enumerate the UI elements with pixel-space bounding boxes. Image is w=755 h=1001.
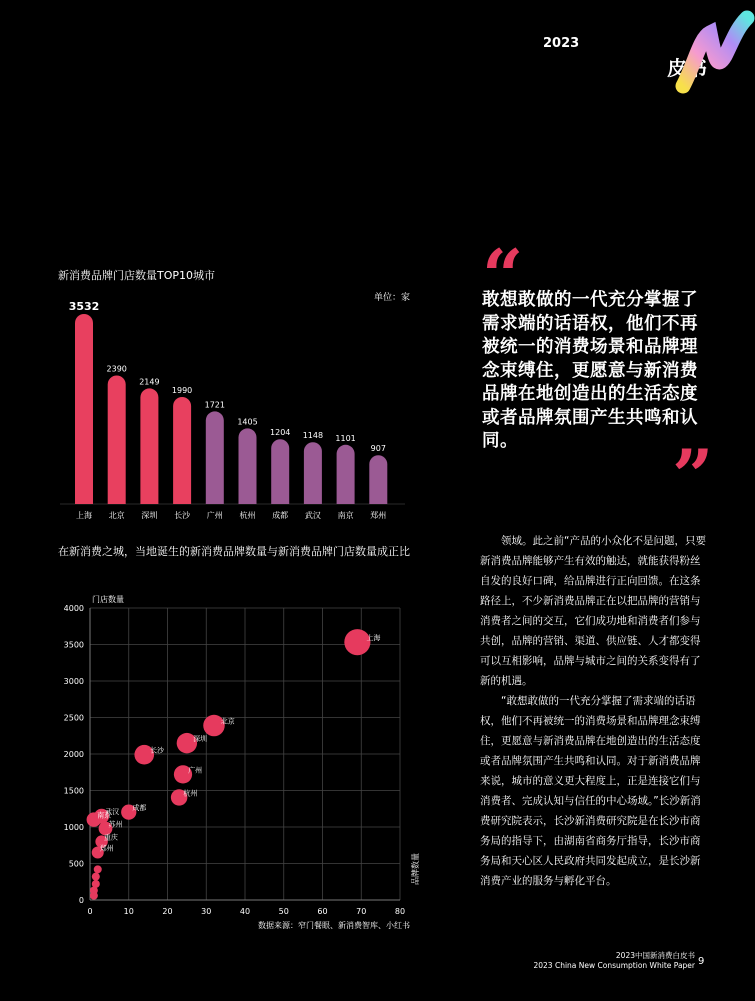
footer-title: 2023中国新消费白皮书 [615,951,695,960]
pull-quote: 敢想敢做的一代充分掌握了需求端的话语权，他们不再被统一的消费场景和品牌理念束缚住，更愿意与新消费品牌在地创造出的生活态度或者品牌氛围产生共鸣和认同。 [482,290,698,451]
body-paragraph-1: 领域。此之前“产品的小众化不是问题，只要新消费品牌能够产生有效的触达，就能获得粉丝自发的良好口碑，给品牌进行正向回馈。在这条路径上，不少新消费品牌正在以把品牌的营销与消费者之间的交互，它们成功地和消费者们参与共创，品牌的营销、渠道、供应链、人才都变得可以互相影响，品牌与城市之间的关系变得有了新的机遇。 [480,535,706,687]
scatter-point-label: 杭州 [183,789,198,798]
bar [173,397,191,504]
x-tick-label: 10 [123,907,134,915]
bar-category-label: 深圳 [141,511,158,520]
bar-category-label: 杭州 [239,511,256,520]
bar [75,314,93,504]
y-tick-label: 1000 [63,823,84,832]
scatter-point-label: 重庆 [103,833,118,842]
scatter-xlabel: 品牌数量 [411,853,420,885]
chart-source: 数据来源：窄门餐眼、新消费智库、小红书 [258,921,410,930]
bar [271,439,289,504]
footer [505,951,695,971]
scatter-point-label: 郑州 [99,844,114,853]
y-tick-label: 3000 [63,677,84,686]
x-tick-label: 0 [87,907,93,915]
scatter-point-label: 上海 [366,634,381,643]
y-tick-label: 0 [78,896,84,905]
bar-category-label: 郑州 [370,511,387,520]
bar-category-label: 成都 [272,511,289,520]
bar [206,411,224,504]
scatter-chart-title: 在新消费之城，当地诞生的新消费品牌数量与新消费品牌门店数量成正比 [58,545,410,558]
page-number: 9 [698,956,705,967]
bar-chart [60,296,420,526]
y-tick-label: 3500 [63,640,84,650]
bar-value-label: 1204 [270,428,291,438]
report-title-fragment: 皮书 [667,56,707,80]
bar [108,375,126,504]
scatter-point [90,892,98,900]
scatter-ylabel: 门店数量 [92,595,124,604]
bar-category-label: 长沙 [174,511,191,520]
bar-value-label: 2149 [139,377,160,387]
bar [140,388,158,504]
bar-value-label: 1148 [302,431,324,441]
scatter-chart [50,590,425,915]
x-tick-label: 70 [356,907,367,915]
scatter-point [94,865,102,873]
bar-chart-title: 新消费品牌门店数量TOP10城市 [58,269,216,282]
body-text [480,531,710,891]
y-tick-label: 500 [68,859,84,869]
scatter-point-label: 北京 [220,717,235,726]
bar-value-label: 1721 [204,400,225,410]
scatter-point-label: 成都 [132,804,147,813]
bar-category-label: 上海 [76,511,92,520]
bar-value-label: 907 [370,444,386,454]
x-tick-label: 50 [278,907,289,915]
y-tick-label: 2000 [63,750,84,759]
y-tick-label: 2500 [63,713,84,723]
bar-value-label: 3532 [68,300,100,313]
scatter-point [92,873,100,881]
body-paragraph-2: “敢想敢做的一代充分掌握了需求端的话语权，他们不再被统一的消费场景和品牌理念束缚住，更愿意与新消费品牌在地创造出的生活态度或者品牌氛围产生共鸣和认同。对于新消费品牌来说，城市的意义更大程度上，正是连接它们与消费者、完成认知与信任的中心场域。”长沙新消费研究院表示，长沙新消费研究院是在长沙市商务局的指导下，由湖南省商务厅指导，长沙市商务局和天心区人民政府共同发起成立，是长沙新消费产业的服务与孵化平台。 [480,695,701,887]
x-tick-label: 60 [317,907,328,915]
bar-category-label: 武汉 [304,511,321,520]
close-quote-mark: ” [672,433,714,518]
bar-category-label: 广州 [206,511,223,520]
x-tick-label: 80 [394,907,406,915]
scatter-point-label: 南京 [97,811,112,820]
brand-logo-icon [665,8,755,98]
bar-value-label: 1101 [335,433,356,443]
bar-category-label: 北京 [108,511,125,520]
bar [337,445,355,504]
bar-chart-unit: 单位：家 [374,293,411,303]
scatter-point-label: 深圳 [193,735,208,744]
open-quote-mark: “ [482,233,524,318]
bar-value-label: 1990 [171,385,193,395]
y-tick-label: 4000 [63,604,84,613]
bar [369,455,387,504]
scatter-point-label: 长沙 [150,746,165,755]
scatter-point-label: 苏州 [108,820,123,829]
footer-subtitle: 2023 China New Consumption White Paper [533,961,695,970]
bar-value-label: 2390 [106,364,127,374]
bar-value-label: 1405 [237,417,258,427]
bar-category-label: 南京 [337,511,354,520]
x-tick-label: 20 [162,907,173,915]
report-year: 2023 [543,36,580,51]
bar [239,428,257,504]
x-tick-label: 40 [239,907,251,915]
bar [304,442,322,504]
x-tick-label: 30 [201,907,212,915]
scatter-point-label: 广州 [188,766,203,775]
y-tick-label: 1500 [63,786,84,796]
scatter-point-label: 武汉 [105,808,120,817]
